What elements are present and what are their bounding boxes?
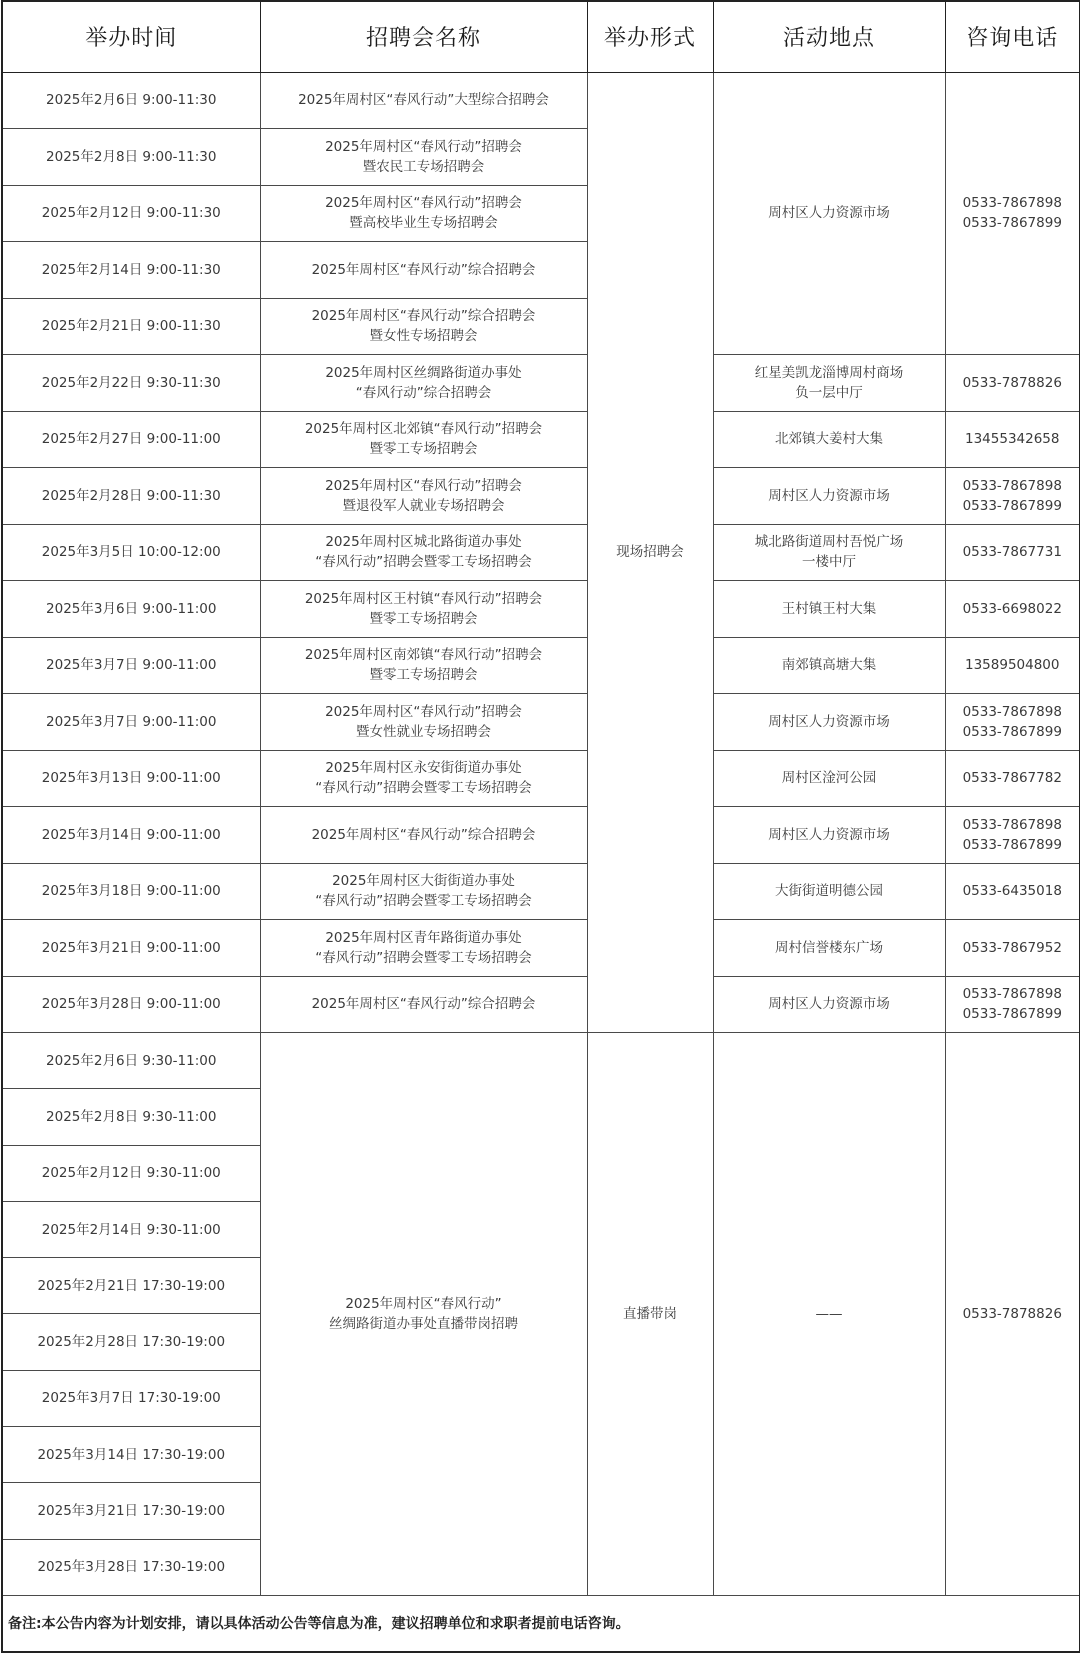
- location-cell: 周村区人力资源市场: [713, 72, 945, 355]
- event-name-cell: [260, 920, 587, 977]
- location-line: 红星美凯龙淄博周村商场: [754, 364, 904, 381]
- time-cell: 2025年2月21日 17:30-19:00: [2, 1258, 260, 1314]
- event-name-cell: [260, 185, 587, 242]
- time-cell: 2025年2月6日 9:00-11:30: [2, 72, 260, 129]
- phone-cell: [945, 807, 1080, 864]
- event-name-cell: [260, 468, 587, 525]
- phone-line: 0533-7867898: [962, 195, 1062, 212]
- location-cell: [713, 581, 945, 638]
- phone-line: 0533-7867898: [962, 477, 1062, 494]
- location-cell: [713, 976, 945, 1033]
- table-row: [2, 750, 1080, 807]
- event-name-line: 暨女性专场招聘会: [369, 328, 478, 345]
- location-line: 周村信誉楼东广场: [775, 939, 883, 956]
- event-name-line: 暨零工专场招聘会: [369, 441, 478, 458]
- location-cell: [713, 468, 945, 525]
- phone-cell: [945, 468, 1080, 525]
- phone-cell: [945, 694, 1080, 751]
- onsite-section: [2, 72, 1080, 1033]
- time-cell: 2025年3月6日 9:00-11:00: [2, 581, 260, 638]
- table-row: [2, 468, 1080, 525]
- header-phone: 咨询电话: [945, 1, 1080, 72]
- time-cell: 2025年3月21日 17:30-19:00: [2, 1483, 260, 1539]
- event-name-cell: [260, 355, 587, 412]
- event-name-line: 2025年周村区北郊镇“春风行动”招聘会: [304, 421, 543, 438]
- time-cell: 2025年3月21日 9:00-11:00: [2, 920, 260, 977]
- location-cell: [713, 637, 945, 694]
- phone-line: 0533-7867898: [962, 816, 1062, 833]
- note-row: [2, 1595, 1080, 1652]
- event-name-cell: [260, 72, 587, 129]
- time-cell: 2025年2月28日 9:00-11:30: [2, 468, 260, 525]
- table-row: [2, 807, 1080, 864]
- event-name-cell: [260, 750, 587, 807]
- phone-cell: [945, 411, 1080, 468]
- time-cell: 2025年3月7日 9:00-11:00: [2, 637, 260, 694]
- location-line: 周村区人力资源市场: [768, 996, 890, 1013]
- event-name-cell: [260, 298, 587, 355]
- time-cell: 2025年2月22日 9:30-11:30: [2, 355, 260, 412]
- event-name-line: “春风行动”招聘会暨零工专场招聘会: [315, 949, 532, 966]
- phone-line: 0533-7878826: [962, 374, 1062, 391]
- location-cell: [713, 355, 945, 412]
- event-name-line: “春风行动”综合招聘会: [355, 384, 492, 401]
- table-row: [2, 524, 1080, 581]
- event-name-line: 2025年周村区丝绸路街道办事处: [325, 364, 522, 381]
- phone-cell: [945, 355, 1080, 412]
- table-row: [2, 976, 1080, 1033]
- location-line: 一楼中厅: [802, 554, 856, 571]
- location-cell: [713, 807, 945, 864]
- phone-line: 0533-7867899: [962, 836, 1062, 853]
- event-name-cell: [260, 242, 587, 299]
- phone-cell: [945, 72, 1080, 355]
- event-name-line: 暨零工专场招聘会: [369, 667, 478, 684]
- event-name-line: 丝绸路街道办事处直播带岗招聘: [329, 1315, 518, 1332]
- phone-line: 0533-6698022: [962, 600, 1062, 617]
- event-name-line: 2025年周村区“春风行动”招聘会: [325, 477, 522, 494]
- event-name-cell: [260, 694, 587, 751]
- event-name-line: 2025年周村区“春风行动”招聘会: [325, 195, 522, 212]
- time-cell: 2025年3月28日 9:00-11:00: [2, 976, 260, 1033]
- table-row: [2, 355, 1080, 412]
- table-row: [2, 637, 1080, 694]
- time-cell: 2025年2月21日 9:00-11:30: [2, 298, 260, 355]
- location-line: 周村区淦河公园: [781, 770, 877, 787]
- location-line: 周村区人力资源市场: [768, 713, 890, 730]
- phone-cell: [945, 920, 1080, 977]
- phone-line: 0533-7867782: [962, 770, 1062, 787]
- event-name-line: 2025年周村区王村镇“春风行动”招聘会: [304, 590, 543, 607]
- phone-cell: [945, 863, 1080, 920]
- event-name-line: 暨高校毕业生专场招聘会: [349, 215, 498, 232]
- phone-cell: 0533-7878826: [945, 1033, 1080, 1596]
- phone-line: 13589504800: [965, 657, 1060, 674]
- phone-line: 0533-7867731: [962, 544, 1062, 561]
- time-cell: 2025年3月14日 17:30-19:00: [2, 1427, 260, 1483]
- format-cell: 现场招聘会: [587, 72, 713, 1033]
- table-row: [2, 72, 1080, 129]
- time-cell: 2025年3月18日 9:00-11:00: [2, 863, 260, 920]
- phone-line: 0533-7867898: [962, 986, 1062, 1003]
- location-line: 周村区人力资源市场: [768, 826, 890, 843]
- event-name-line: 2025年周村区“春风行动”招聘会: [325, 703, 522, 720]
- event-name-line: 2025年周村区永安街街道办事处: [325, 760, 522, 777]
- phone-line: 0533-7867899: [962, 1006, 1062, 1023]
- phone-cell: [945, 750, 1080, 807]
- event-name-cell: [260, 581, 587, 638]
- time-cell: 2025年2月14日 9:00-11:30: [2, 242, 260, 299]
- time-cell: 2025年2月6日 9:30-11:00: [2, 1033, 260, 1089]
- event-name-line: 2025年周村区“春风行动”综合招聘会: [311, 826, 536, 843]
- event-name-line: “春风行动”招聘会暨零工专场招聘会: [315, 893, 532, 910]
- event-name-cell: [260, 1033, 587, 1596]
- phone-cell: [945, 976, 1080, 1033]
- format-cell: 直播带岗: [587, 1033, 713, 1596]
- event-name-line: 2025年周村区“春风行动”: [345, 1295, 502, 1312]
- table-row: [2, 863, 1080, 920]
- phone-line: 0533-7867899: [962, 723, 1062, 740]
- time-cell: 2025年3月7日 9:00-11:00: [2, 694, 260, 751]
- phone-cell: [945, 581, 1080, 638]
- header-row: [2, 1, 1080, 72]
- location-cell: [713, 750, 945, 807]
- phone-line: 0533-7867899: [962, 497, 1062, 514]
- event-name-line: 2025年周村区“春风行动”招聘会: [325, 138, 522, 155]
- time-cell: 2025年2月8日 9:30-11:00: [2, 1089, 260, 1145]
- location-line: 负一层中厅: [795, 384, 863, 401]
- time-cell: 2025年2月14日 9:30-11:00: [2, 1201, 260, 1257]
- time-cell: 2025年3月5日 10:00-12:00: [2, 524, 260, 581]
- time-cell: 2025年3月7日 17:30-19:00: [2, 1370, 260, 1426]
- event-name-cell: [260, 411, 587, 468]
- location-cell: ——: [713, 1033, 945, 1596]
- header-format: 举办形式: [587, 1, 713, 72]
- phone-line: 0533-6435018: [962, 883, 1062, 900]
- location-cell: [713, 694, 945, 751]
- event-name-line: 2025年周村区“春风行动”大型综合招聘会: [298, 92, 549, 109]
- time-cell: 2025年2月12日 9:30-11:00: [2, 1145, 260, 1201]
- livestream-section: [2, 1033, 1080, 1596]
- location-line: 王村镇王村大集: [781, 600, 877, 617]
- phone-line: 0533-7867898: [962, 703, 1062, 720]
- job-fair-schedule-table: [1, 0, 1080, 1653]
- event-name-line: 2025年周村区“春风行动”综合招聘会: [311, 996, 536, 1013]
- table-row: [2, 920, 1080, 977]
- event-name-line: “春风行动”招聘会暨零工专场招聘会: [315, 780, 532, 797]
- time-cell: 2025年2月28日 17:30-19:00: [2, 1314, 260, 1370]
- event-name-cell: [260, 524, 587, 581]
- phone-line: 13455342658: [965, 431, 1060, 448]
- time-cell: 2025年2月8日 9:00-11:30: [2, 129, 260, 186]
- event-name-line: “春风行动”招聘会暨零工专场招聘会: [315, 554, 532, 571]
- event-name-cell: [260, 129, 587, 186]
- time-cell: 2025年3月13日 9:00-11:00: [2, 750, 260, 807]
- phone-line: 0533-7867899: [962, 215, 1062, 232]
- location-line: 南郊镇高塘大集: [781, 657, 877, 674]
- table-row: [2, 581, 1080, 638]
- time-cell: 2025年3月14日 9:00-11:00: [2, 807, 260, 864]
- event-name-line: 2025年周村区南郊镇“春风行动”招聘会: [304, 647, 543, 664]
- event-name-line: 暨退役军人就业专场招聘会: [342, 497, 505, 514]
- event-name-cell: [260, 976, 587, 1033]
- event-name-line: 暨农民工专场招聘会: [362, 158, 485, 175]
- time-cell: 2025年3月28日 17:30-19:00: [2, 1539, 260, 1595]
- event-name-line: 2025年周村区“春风行动”综合招聘会: [311, 261, 536, 278]
- location-cell: [713, 863, 945, 920]
- table-row: [2, 411, 1080, 468]
- event-name-line: 2025年周村区大街街道办事处: [332, 873, 515, 890]
- time-cell: 2025年2月12日 9:00-11:30: [2, 185, 260, 242]
- event-name-cell: [260, 807, 587, 864]
- header-name: 招聘会名称: [260, 1, 587, 72]
- note-text: 备注:本公告内容为计划安排，请以具体活动公告等信息为准，建议招聘单位和求职者提前电话咨询。: [2, 1595, 1080, 1652]
- event-name-line: 暨零工专场招聘会: [369, 610, 478, 627]
- table-row: [2, 694, 1080, 751]
- time-cell: 2025年2月27日 9:00-11:00: [2, 411, 260, 468]
- phone-cell: [945, 524, 1080, 581]
- location-line: 周村区人力资源市场: [768, 487, 890, 504]
- header-time: 举办时间: [2, 1, 260, 72]
- table-row: [2, 1033, 1080, 1089]
- location-cell: [713, 411, 945, 468]
- event-name-line: 2025年周村区“春风行动”综合招聘会: [311, 308, 536, 325]
- location-line: 城北路街道周村吾悦广场: [754, 534, 904, 551]
- location-cell: [713, 524, 945, 581]
- event-name-line: 暨女性就业专场招聘会: [356, 723, 491, 740]
- event-name-line: 2025年周村区青年路街道办事处: [325, 929, 522, 946]
- event-name-cell: [260, 637, 587, 694]
- event-name-cell: [260, 863, 587, 920]
- phone-line: 0533-7867952: [962, 939, 1062, 956]
- event-name-line: 2025年周村区城北路街道办事处: [325, 534, 522, 551]
- header-location: 活动地点: [713, 1, 945, 72]
- location-line: 北郊镇大姜村大集: [775, 431, 883, 448]
- location-cell: [713, 920, 945, 977]
- phone-cell: [945, 637, 1080, 694]
- location-line: 大街街道明德公园: [775, 883, 883, 900]
